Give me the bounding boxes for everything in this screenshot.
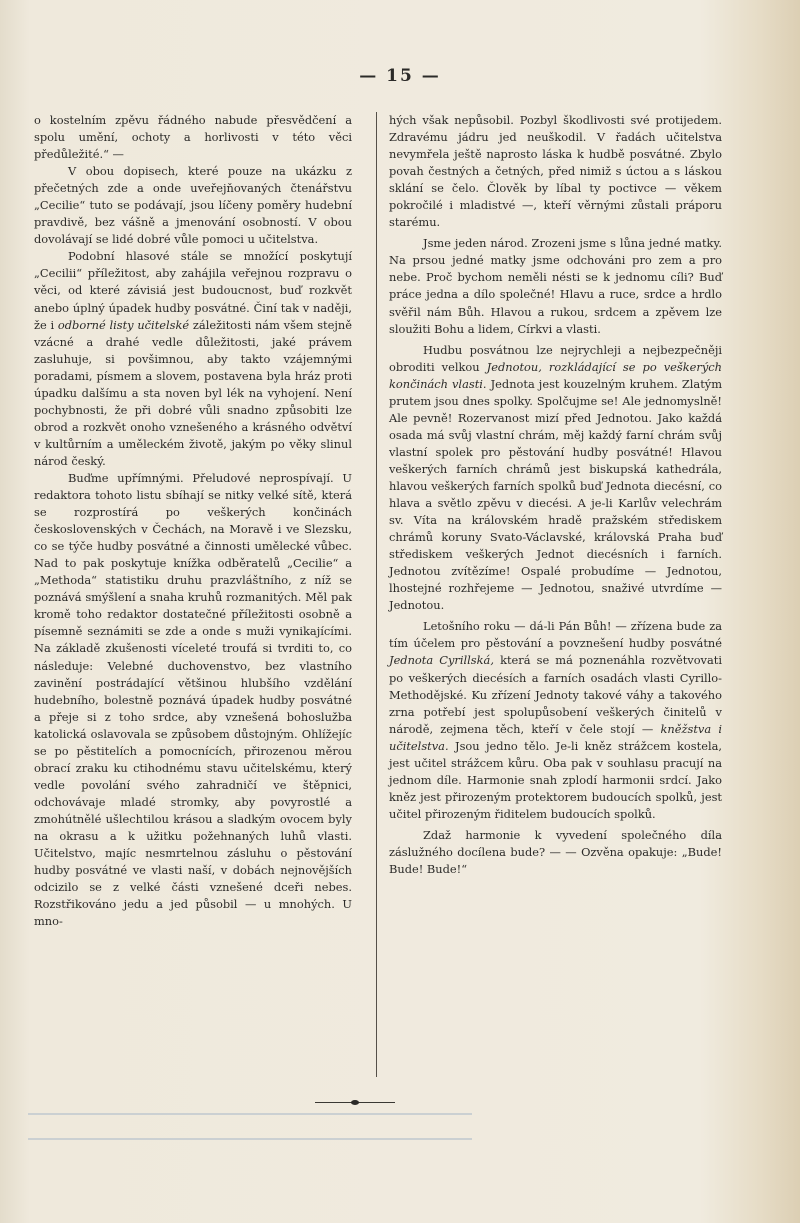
page-number: — 15 —: [359, 66, 441, 86]
text-run: Jednota jest kouzelným kruhem. Zlatým prutem jsou dnes spolky. Spolčujme se! Ale jednomyslně! Ale pevně! Rozervanost mizí před Jednotou. Jako každá osada má svůj vlastní chrám, měj každý farní chrám svůj vlastní spolek pro pěstování hudby posvátné! Hlavou veškerých farních chrámů jest biskupská kathedrála, hlavou veškerých farních spolků buď Jednota diecésní, co hlava a světlo zpěvu v diecési. A je-li Karlův velechrám sv. Víta na královském hradě pražském střediskem chrámů koruny Svato-Václavské, královská Praha buď střediskem veškerých Jednot diecésních i farních. Jednotou zvítězíme! Ospalé probudíme — Jednotou, lhostejné rozhřejeme — Jednotou, snaživé utvrdíme — Jednotou.: [389, 376, 723, 613]
text-run: Hudbu posvátnou lze nejrychleji a nejbezpečněji obroditi velkou: [389, 342, 722, 374]
ornament-dot: [351, 1100, 359, 1105]
paragraph: Jsme jeden národ. Zrozeni jsme s lůna jedné matky. Na prsou jedné matky jsme odchováni pro zem a pro nebe. Proč bychom neměli nésti se k jednomu cíli? Buď práce jedna a dílo společné! Hlavu a ruce, srdce a hrdlo svěřil nám Bůh. Hlavou a rukou, srdcem a zpěvem lze sloužiti Bohu a lidem, Církvi a vlasti.: [389, 236, 722, 336]
italic-text: odborné listy učitelské: [57, 317, 190, 332]
end-ornament: [315, 1100, 395, 1106]
italic-text: Jednota Cyrillská,: [389, 653, 494, 668]
column-divider: [376, 112, 377, 1077]
italic-text: kněžstva i učitelstva.: [389, 721, 722, 753]
text-run: která se má poznenáhla rozvětvovati po veškerých diecésích a farních osadách vlasti Cyrillo-Methodějské. Ku zřízení Jednoty takové váhy a takového zrna potřebí jest spolupůsobení veškerých činitelů v národě, zejmena těch, kteří v čele stojí —: [389, 653, 723, 736]
paragraph: hých však nepůsobil. Pozbyl škodlivosti své protijedem. Zdravému jádru jed neuškodil. V řadách učitelstva nevymřela ještě naprosto láska k hudbě posvátné. Zbylo povah čestných a četných, před nimiž s úctou a s láskou sklání se čelo. Člověk by líbal ty poctivce — věkem pokročilé i mladistvé —, kteří věrnými zůstali práporu starému.: [389, 113, 722, 230]
paragraph: Zdaž harmonie k vyvedení společného díla záslužného docílena bude? — — Ozvěna opakuje: „Bude! Bude! Bude!“: [389, 827, 722, 877]
text-run: Jsou jedno tělo. Je-li kněz strážcem kostela, jest učitel strážcem kůru. Oba pak v souhlasu pracují na jednom díle. Harmonie snah zplodí harmonii srdcí. Jako kněz jest přirozeným protektorem budoucích spolků, jest učitel přirozeným řiditelem budoucích spolků.: [389, 738, 722, 821]
italic-text: Jednotou, rozkládající se po veškerých končinách vlasti.: [389, 359, 722, 391]
text-run: Letošního roku — dá-li Pán Bůh! — zřízena bude za tím účelem pro pěstování a povznešení hudby posvátné: [389, 619, 722, 651]
paragraph: [34, 248, 352, 470]
paragraph: V obou dopisech, které pouze na ukázku z přečetných zde a onde uveřejňovaných čtenářstvu „Cecilie“ tuto se podávají, jsou líčeny poměry hudební pravdivě, bez vášně a jmenování osobností. V obou dovolávají se lidé dobré vůle pomoci u učitelstva.: [34, 164, 352, 247]
paragraph: o kostelním zpěvu řádného nabude přesvědčení a spolu umění, ochoty a horlivosti v této věci předůležité.“ —: [34, 113, 352, 162]
left-column: [34, 112, 352, 930]
paragraph: [389, 342, 722, 615]
bleed-through-rule: [28, 1113, 472, 1115]
paragraph: Buďme upřímnými. Přeludové neprospívají. U redaktora tohoto listu sbíhají se nitky velké sítě, která se rozprostírá po veškerých končinách československých v Čechách, na Moravě i ve Slezsku, co se týče hudby posvátné a činnosti umělecké vůbec. Nad to pak poskytuje knížka odběratelů „Cecilie“ a „Methoda“ statistiku druhu prazvláštního, z níž se poznává smýšlení a snaha kruhů rozmanitých. Měl pak kromě toho redaktor dostatečné příležitosti osobně a písemně seznámiti se zde a onde s muži vynikajícími. Na základě zkušenosti víceleté troufá si tvrditi to, co následuje: Velebné duchovenstvo, bez vlastního zavinění postrádající většinou hlubšího vzdělání hudebního, bolestně poznává úpadek hudby posvátné a přeje si z toho srdce, aby vznešená bohoslužba katolická oslavovala se způsobem důstojným. Ohlížejíc se po pěstitelích a pomocnících, přirozenou měrou obrací zraku ku ctihodnému stavu učitelskému, který vedle povolání svého zahradničí ve štěpnici, odchovávaje mladé stromky, aby povyrostlé a zmohútnělé ušlechtilou krásou a sladkým ovocem byly na okrasu a k užitku požehnaných luhů vlasti. Učitelstvo, majíc nesmrtelnou zásluhu o pěstování hudby posvátné ve vlasti naší, v dobách nejnovějších odcizilo se z velké části vznešené dceři nebes. Rozstřikováno jedu a jed působil — u mnohých. U mno-: [34, 470, 352, 929]
bleed-through-rule: [28, 1138, 472, 1140]
right-column: [389, 112, 722, 878]
text-run: Podobní hlasové stále se množící poskytují „Cecilii“ příležitost, aby zahájila veřejnou rozpravu o věci, od které závisiá jest budoucnost, buď rozkvět anebo úplný úpadek hudby posvátné. Činí tak v naději, že i: [34, 249, 352, 332]
paragraph: [389, 618, 722, 823]
text-run: záležitosti nám všem stejně vzácné a drahé vedle důležitosti, jaké právem zasluhuje, si povšimnou, aby takto vzájemnými poradami, písmem a slovem, postavena byla hráz proti úpadku dalšímu a sta noven byl lék na vyhojení. Není pochybnosti, že při dobré vůli snadno způsobiti lze obrod a rozkvět onoho vznešeného a krásného odvětví v kultůrním a uměleckém životě, jakým po věky slinul národ český.: [34, 317, 352, 468]
